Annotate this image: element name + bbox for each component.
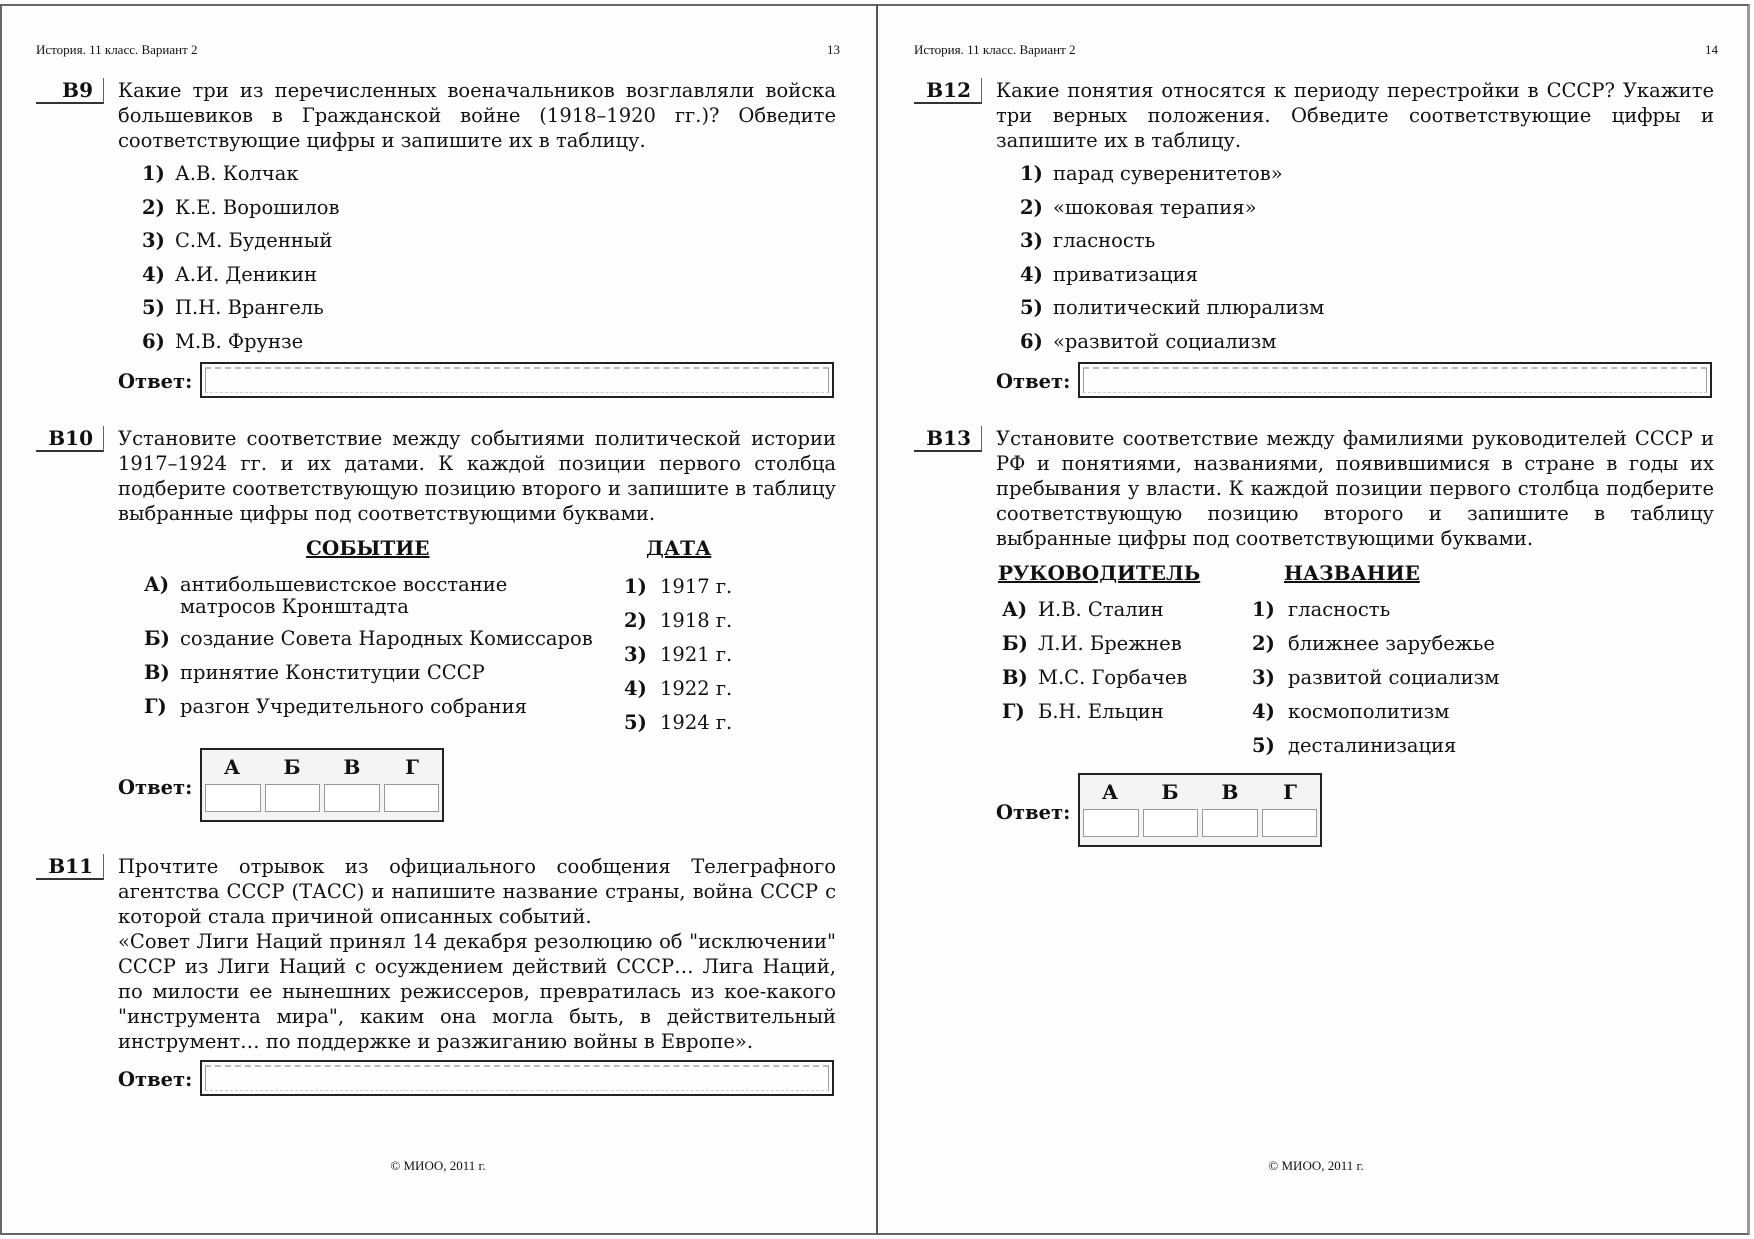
name-number: 1) [1252,598,1275,621]
name-number: 2) [1252,632,1275,655]
page-14 [878,4,1754,1235]
option-text: К.Е. Ворошилов [175,195,340,219]
option-number: 6) [1020,329,1043,353]
date-item [624,610,732,632]
answer-field-inner[interactable] [1083,367,1707,393]
column-header-name: НАЗВАНИЕ [1284,561,1420,585]
answer-cell-a[interactable] [205,784,261,812]
header-title: История. 11 класс. Вариант 2 [36,42,198,57]
date-item [624,644,732,666]
answer-cell-a[interactable] [1083,809,1139,837]
column-header-event: СОБЫТИЕ [306,536,430,560]
event-key: А) [144,573,170,596]
date-text: 1918 г. [660,609,733,632]
answer-cell-b[interactable] [1143,809,1199,837]
matching-table [914,557,1714,877]
option-text: «шоковая терапия» [1053,195,1257,219]
option-item[interactable] [142,226,836,260]
date-text: 1917 г. [660,575,733,598]
task-b11 [36,854,836,1100]
option-text: А.В. Колчак [175,162,299,185]
event-item [144,574,584,618]
name-item [1252,667,1499,689]
leader-item [1002,633,1182,655]
date-item [624,576,732,598]
answer-row [118,362,836,402]
grid-header-cell: Г [1283,780,1297,804]
footer-copyright: © МИОО, 2011 г. [1268,1158,1364,1173]
leader-key: Г) [1002,700,1025,723]
option-number: 5) [1020,296,1043,319]
option-text: П.Н. Врангель [175,296,324,319]
option-list [142,159,836,360]
date-number: 1) [624,575,647,598]
answer-row [118,1060,836,1100]
date-text: 1924 г. [660,711,733,734]
grid-header-cell: Б [283,755,301,779]
leader-key: А) [1002,598,1028,621]
task-b12 [914,78,1714,402]
answer-label: Ответ: [996,801,1071,824]
column-header-leader: РУКОВОДИТЕЛЬ [998,561,1201,585]
event-key: Г) [144,695,167,718]
answer-row [996,362,1714,402]
option-item[interactable] [1020,260,1714,294]
option-item[interactable] [1020,159,1714,193]
date-number: 2) [624,609,647,632]
column-header-date: ДАТА [646,536,712,560]
leader-item [1002,599,1164,621]
leader-key: В) [1002,666,1028,689]
page-number: 14 [1705,42,1718,57]
event-item [144,628,593,650]
name-text: ближнее зарубежье [1288,632,1495,655]
answer-cell-b[interactable] [265,784,321,812]
task-question: Установите соответствие между событиями политической истории 1917–1924 гг. и их датами. К каждой позиции первого столбца подберите соответствующую позицию второго и запишите в таблицу выбранные цифры под соответствующими буквами. [118,427,836,525]
task-number: B9 [36,78,104,104]
answer-field[interactable] [200,362,834,398]
answer-grid [1078,773,1322,847]
leader-item [1002,701,1164,723]
answer-field[interactable] [1078,362,1712,398]
option-item[interactable] [1020,293,1714,327]
date-number: 3) [624,643,647,666]
answer-grid-cells [1080,809,1320,837]
task-question: Какие понятия относятся к периоду перестройки в СССР? Укажите три верных положения. Обведите соответствующие цифры и запишите их в таблицу. [996,79,1714,152]
name-text: десталинизация [1288,734,1457,757]
running-header [36,42,840,58]
option-item[interactable] [1020,226,1714,260]
task-b10 [36,426,836,892]
task-number: B10 [36,426,104,452]
event-key: В) [144,661,170,684]
task-quote: «Совет Лиги Наций принял 14 декабря резолюцию об "исключении" СССР из Лиги Наций с осуждением действий СССР… Лига Наций, по милости ее нынешних режиссеров, превратилась из кое-какого "инструмента мира", каким она могла быть, в действительный инструмент… по поддержке и разжиганию войны в Европе». [118,930,836,1053]
option-number: 2) [1020,195,1043,219]
answer-grid [200,748,444,822]
option-text: М.В. Фрунзе [175,329,304,353]
answer-label: Ответ: [118,776,193,799]
option-number: 2) [142,195,165,219]
option-text: «развитой социализм [1053,329,1277,353]
option-list [1020,159,1714,360]
option-number: 1) [1020,162,1043,185]
grid-header-cell: А [223,755,241,779]
task-b13 [914,426,1714,877]
option-text: С.М. Буденный [175,229,333,252]
task-b9 [36,78,836,402]
name-text: гласность [1288,598,1391,621]
leader-text: И.В. Сталин [1038,598,1164,621]
option-number: 1) [142,162,165,185]
option-number: 4) [1020,262,1043,286]
running-header [914,42,1718,58]
page-13 [0,4,876,1235]
grid-header-cell: В [1221,780,1239,804]
date-text: 1921 г. [660,643,733,666]
option-item[interactable] [142,327,836,361]
event-text: разгон Учредительного собрания [180,695,527,718]
name-text: космополитизм [1288,700,1450,723]
option-number: 3) [142,229,165,252]
option-item[interactable] [142,193,836,227]
name-number: 4) [1252,700,1275,723]
answer-cell-v[interactable] [1202,809,1258,837]
grid-header-cell: Б [1161,780,1179,804]
event-text: принятие Конституции СССР [180,661,485,684]
option-item[interactable] [142,159,836,193]
leader-item [1002,667,1187,689]
grid-header-cell: А [1101,780,1119,804]
date-text: 1922 г. [660,677,733,700]
leader-key: Б) [1002,632,1028,655]
matching-table [36,532,836,892]
date-item [624,712,732,734]
option-item[interactable] [142,293,836,327]
option-text: А.И. Деникин [175,262,317,286]
name-text: развитой социализм [1288,666,1500,689]
leader-text: Б.Н. Ельцин [1038,700,1164,723]
date-number: 5) [624,711,647,734]
option-item[interactable] [1020,193,1714,227]
name-number: 3) [1252,666,1275,689]
task-question: Установите соответствие между фамилиями руководителей СССР и РФ и понятиями, названиями, появившимися в стране в годы их пребывания у власти. К каждой позиции первого столбца подберите соответствующую позицию второго и запишите в таблицу выбранные цифры под соответствующими буквами. [996,427,1714,550]
answer-grid-cells [202,784,442,812]
grid-header-cell: В [343,755,361,779]
option-number: 4) [142,262,165,286]
option-number: 3) [1020,229,1043,252]
answer-grid-header [202,750,442,784]
date-number: 4) [624,677,647,700]
name-item [1252,599,1390,621]
answer-grid-header [1080,775,1320,809]
answer-label: Ответ: [118,370,193,393]
task-question: Какие три из перечисленных военачальников возглавляли войска большевиков в Гражданской войне (1918–1920 гг.)? Обведите соответствующие цифры и запишите их в таблицу. [118,79,836,152]
option-number: 5) [142,296,165,319]
leader-text: М.С. Горбачев [1038,666,1188,689]
event-item [144,696,527,718]
option-item[interactable] [142,260,836,294]
option-text: гласность [1053,229,1156,252]
event-text: антибольшевистское восстание матросов Кронштадта [180,573,508,618]
option-text: политический плюрализм [1053,296,1325,319]
answer-field-inner[interactable] [205,367,829,393]
date-item [624,678,732,700]
name-item [1252,633,1495,655]
answer-cell-g[interactable] [384,784,440,812]
answer-cell-g[interactable] [1262,809,1318,837]
task-number: B12 [914,78,982,104]
leader-text: Л.И. Брежнев [1038,632,1182,655]
name-item [1252,735,1456,757]
answer-label: Ответ: [118,1068,193,1091]
option-number: 6) [142,329,165,353]
option-item[interactable] [1020,327,1714,361]
task-number: B13 [914,426,982,452]
answer-label: Ответ: [996,370,1071,393]
option-text: приватизация [1053,262,1198,286]
name-item [1252,701,1449,723]
event-text: создание Совета Народных Комиссаров [180,627,593,650]
option-text: парад суверенитетов» [1053,162,1283,185]
event-item [144,662,485,684]
answer-cell-v[interactable] [324,784,380,812]
name-number: 5) [1252,734,1275,757]
event-key: Б) [144,627,170,650]
answer-field[interactable] [200,1060,834,1096]
grid-header-cell: Г [405,755,419,779]
page-number: 13 [827,42,840,57]
footer-copyright: © МИОО, 2011 г. [390,1158,486,1173]
task-number: B11 [36,854,104,880]
header-title: История. 11 класс. Вариант 2 [914,42,1076,57]
task-question: Прочтите отрывок из официального сообщения Телеграфного агентства СССР (ТАСС) и напишите название страны, война СССР с которой стала причиной описанных событий. [118,855,836,928]
answer-field-inner[interactable] [205,1065,829,1091]
